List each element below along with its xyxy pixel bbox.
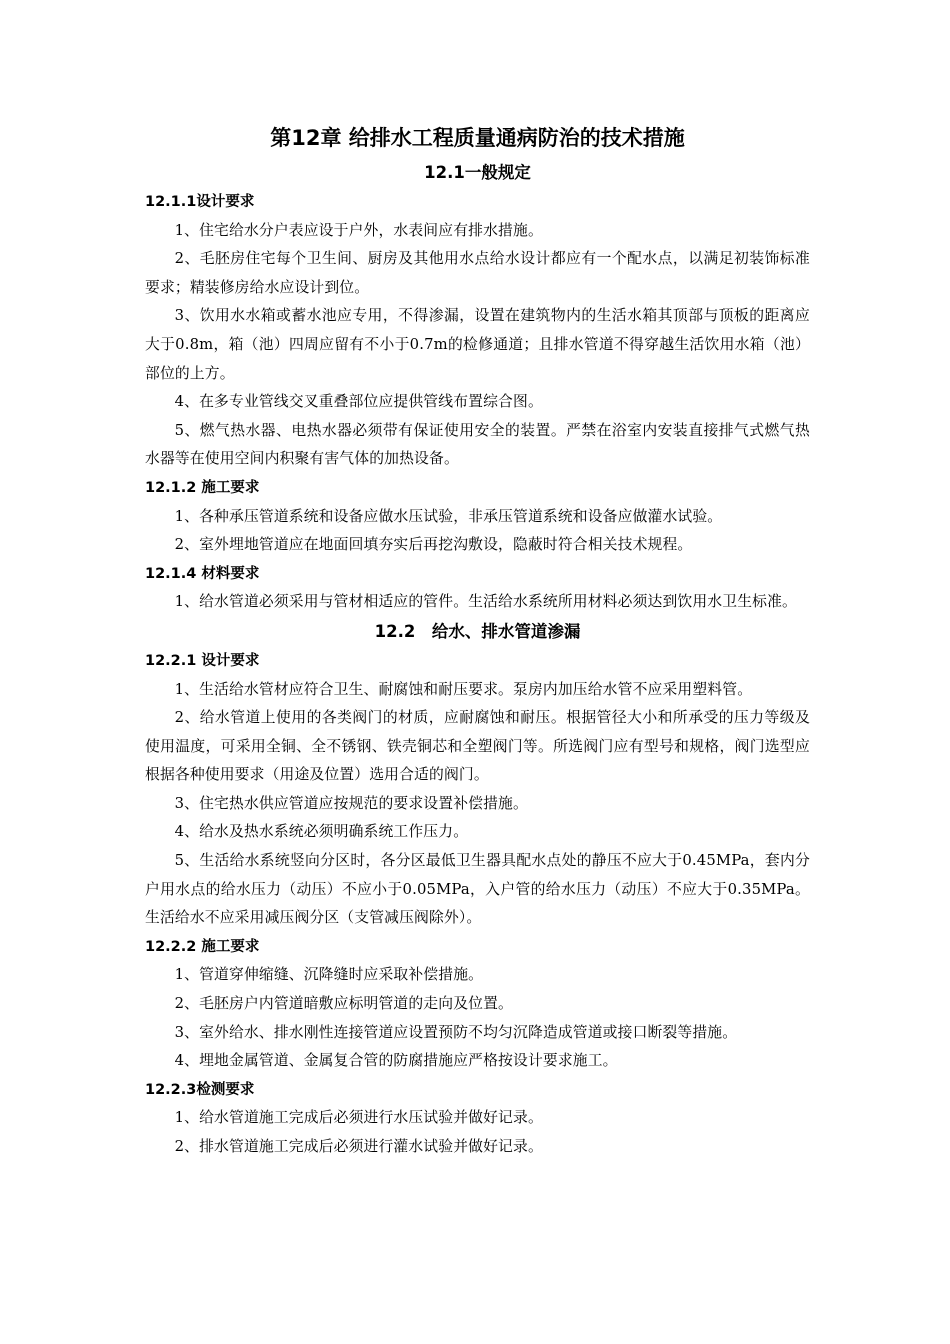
subsection-heading: 12.2.2 施工要求 [145, 938, 260, 955]
paragraph: 1、给水管道施工完成后必须进行水压试验并做好记录。 [174, 1109, 543, 1127]
subsection-12-2-3 [145, 1076, 810, 1162]
paragraph: 5、生活给水系统竖向分区时，各分区最低卫生器具配水点处的静压不应大于0.45MPa，套内分户用水点的给水压力（动压）不应小于0.05MPa，入户管的给水压力（动压）不应大于0.35MPa。生活给水不应采用减压阀分区（支管减压阀除外）。 [145, 852, 810, 927]
subsection-heading: 12.2.1 设计要求 [145, 652, 260, 669]
paragraph: 4、给水及热水系统必须明确系统工作压力。 [174, 823, 469, 841]
paragraph: 1、管道穿伸缩缝、沉降缝时应采取补偿措施。 [174, 966, 484, 984]
subsection-heading: 12.1.2 施工要求 [145, 479, 260, 496]
paragraph: 4、埋地金属管道、金属复合管的防腐措施应严格按设计要求施工。 [174, 1052, 618, 1070]
section-12-2 [145, 617, 810, 1162]
section-12-1 [145, 158, 810, 617]
document-page [145, 118, 810, 1162]
paragraph: 5、燃气热水器、电热水器必须带有保证使用安全的装置。严禁在浴室内安装直接排气式燃气热水器等在使用空间内积聚有害气体的加热设备。 [145, 421, 810, 468]
paragraph: 1、给水管道必须采用与管材相适应的管件。生活给水系统所用材料必须达到饮用水卫生标准。 [174, 593, 797, 611]
subsection-12-1-4 [145, 560, 810, 617]
paragraph: 2、毛胚房住宅每个卫生间、厨房及其他用水点给水设计都应有一个配水点，以满足初装饰标准要求；精装修房给水应设计到位。 [145, 250, 810, 296]
section-title: 12.1一般规定 [424, 163, 531, 182]
paragraph: 1、各种承压管道系统和设备应做水压试验，非承压管道系统和设备应做灌水试验。 [174, 507, 723, 525]
subsection-12-1-2 [145, 474, 810, 560]
paragraph: 3、室外给水、排水刚性连接管道应设置预防不均匀沉降造成管道或接口断裂等措施。 [174, 1023, 738, 1041]
paragraph: 1、住宅给水分户表应设于户外，水表间应有排水措施。 [174, 221, 543, 239]
section-title: 12.2 给水、排水管道渗漏 [374, 621, 581, 641]
paragraph: 3、住宅热水供应管道应按规范的要求设置补偿措施。 [174, 794, 528, 812]
subsection-heading: 12.2.3检测要求 [145, 1081, 255, 1098]
paragraph: 2、排水管道施工完成后必须进行灌水试验并做好记录。 [174, 1138, 543, 1155]
paragraph: 1、生活给水管材应符合卫生、耐腐蚀和耐压要求。泵房内加压给水管不应采用塑料管。 [174, 680, 753, 698]
paragraph: 2、毛胚房户内管道暗敷应标明管道的走向及位置。 [174, 995, 513, 1013]
subsection-heading: 12.1.1设计要求 [145, 194, 255, 210]
chapter-title: 第12章 给排水工程质量通病防治的技术措施 [270, 126, 685, 150]
paragraph: 2、给水管道上使用的各类阀门的材质，应耐腐蚀和耐压。根据管径大小和所承受的压力等级及使用温度，可采用全铜、全不锈钢、铁壳铜芯和全塑阀门等。所选阀门应有型号和规格，阀门选型应根据各种使用要求（用途及位置）选用合适的阀门。 [145, 709, 810, 784]
paragraph: 4、在多专业管线交叉重叠部位应提供管线布置综合图。 [174, 393, 543, 411]
subsection-12-1-1 [145, 188, 810, 474]
paragraph: 3、饮用水水箱或蓄水池应专用，不得渗漏，设置在建筑物内的生活水箱其顶部与顶板的距离应大于0.8m，箱（池）四周应留有不小于0.7m的检修通道；且排水管道不得穿越生活饮用水箱（池）部位的上方。 [145, 307, 810, 382]
subsection-heading: 12.1.4 材料要求 [145, 565, 260, 582]
subsection-12-2-2 [145, 933, 810, 1076]
subsection-12-2-1 [145, 647, 810, 933]
paragraph: 2、室外埋地管道应在地面回填夯实后再挖沟敷设，隐蔽时符合相关技术规程。 [174, 536, 693, 554]
